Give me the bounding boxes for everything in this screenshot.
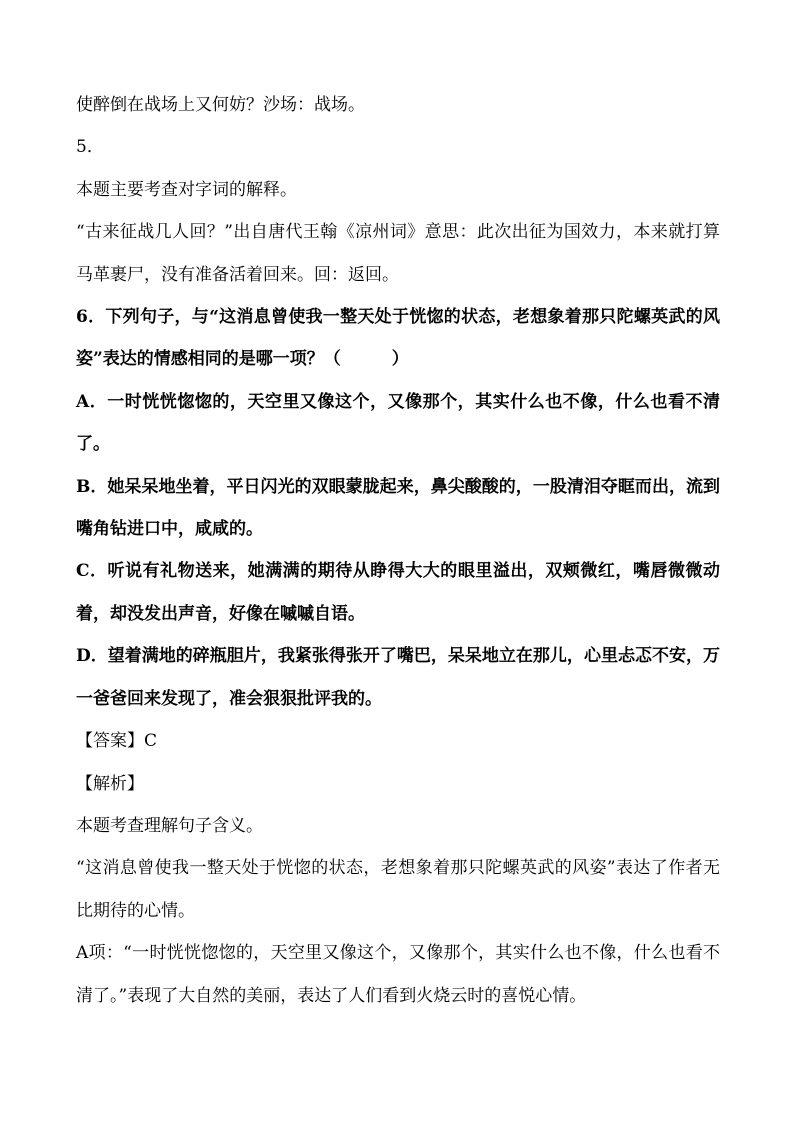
analysis-option-a: A项：“一时恍恍惚惚的，天空里又像这个，又像那个，其实什么也不像，什么也看不清了。”表现了大自然的美丽，表达了人们看到火烧云时的喜悦心情。 [76,943,720,1006]
document-body [76,84,720,1017]
analysis-label: 【解析】 [76,773,144,794]
option-a: A．一时恍恍惚惚的，天空里又像这个，又像那个，其实什么也不像，什么也看不清了。 [76,391,720,455]
analysis-body-5: “古来征战几人回？”出自唐代王翰《凉州词》意思：此次出征为国效力，本来就打算马革裹尸，没有准备活着回来。回：返回。 [76,222,720,285]
analysis-body-6: “这消息曾使我一整天处于恍惚的状态，老想象着那只陀螺英武的风姿”表达了作者无比期待的心情。 [76,858,720,921]
answer-label: 【答案】C [76,731,158,752]
question-number-5: 5． [76,137,104,158]
option-b: B．她呆呆地坐着，平日闪光的双眼蒙胧起来，鼻尖酸酸的，一股清泪夺眶而出，流到嘴角钻进口中，咸咸的。 [76,476,720,540]
analysis-intro-6: 本题考查理解句子含义。 [76,815,263,836]
question-6-stem: 6．下列句子，与“这消息曾使我一整天处于恍惚的状态，老想象着那只陀螺英武的风姿”表达的情感相同的是哪一项？（ ） [76,307,720,370]
option-d: D．望着满地的碎瓶胆片，我紧张得张开了嘴巴，呆呆地立在那儿，心里忐忑不安，万一爸爸回来发现了，准会狠狠批评我的。 [76,646,720,709]
option-c: C．听说有礼物送来，她满满的期待从睁得大大的眼里溢出，双颊微红，嘴唇微微动着，却没发出声音，好像在嘁嘁自语。 [76,561,720,624]
analysis-intro-5: 本题主要考查对字词的解释。 [76,179,297,200]
paragraph-line-1: 使醉倒在战场上又何妨？沙场：战场。 [76,95,365,115]
